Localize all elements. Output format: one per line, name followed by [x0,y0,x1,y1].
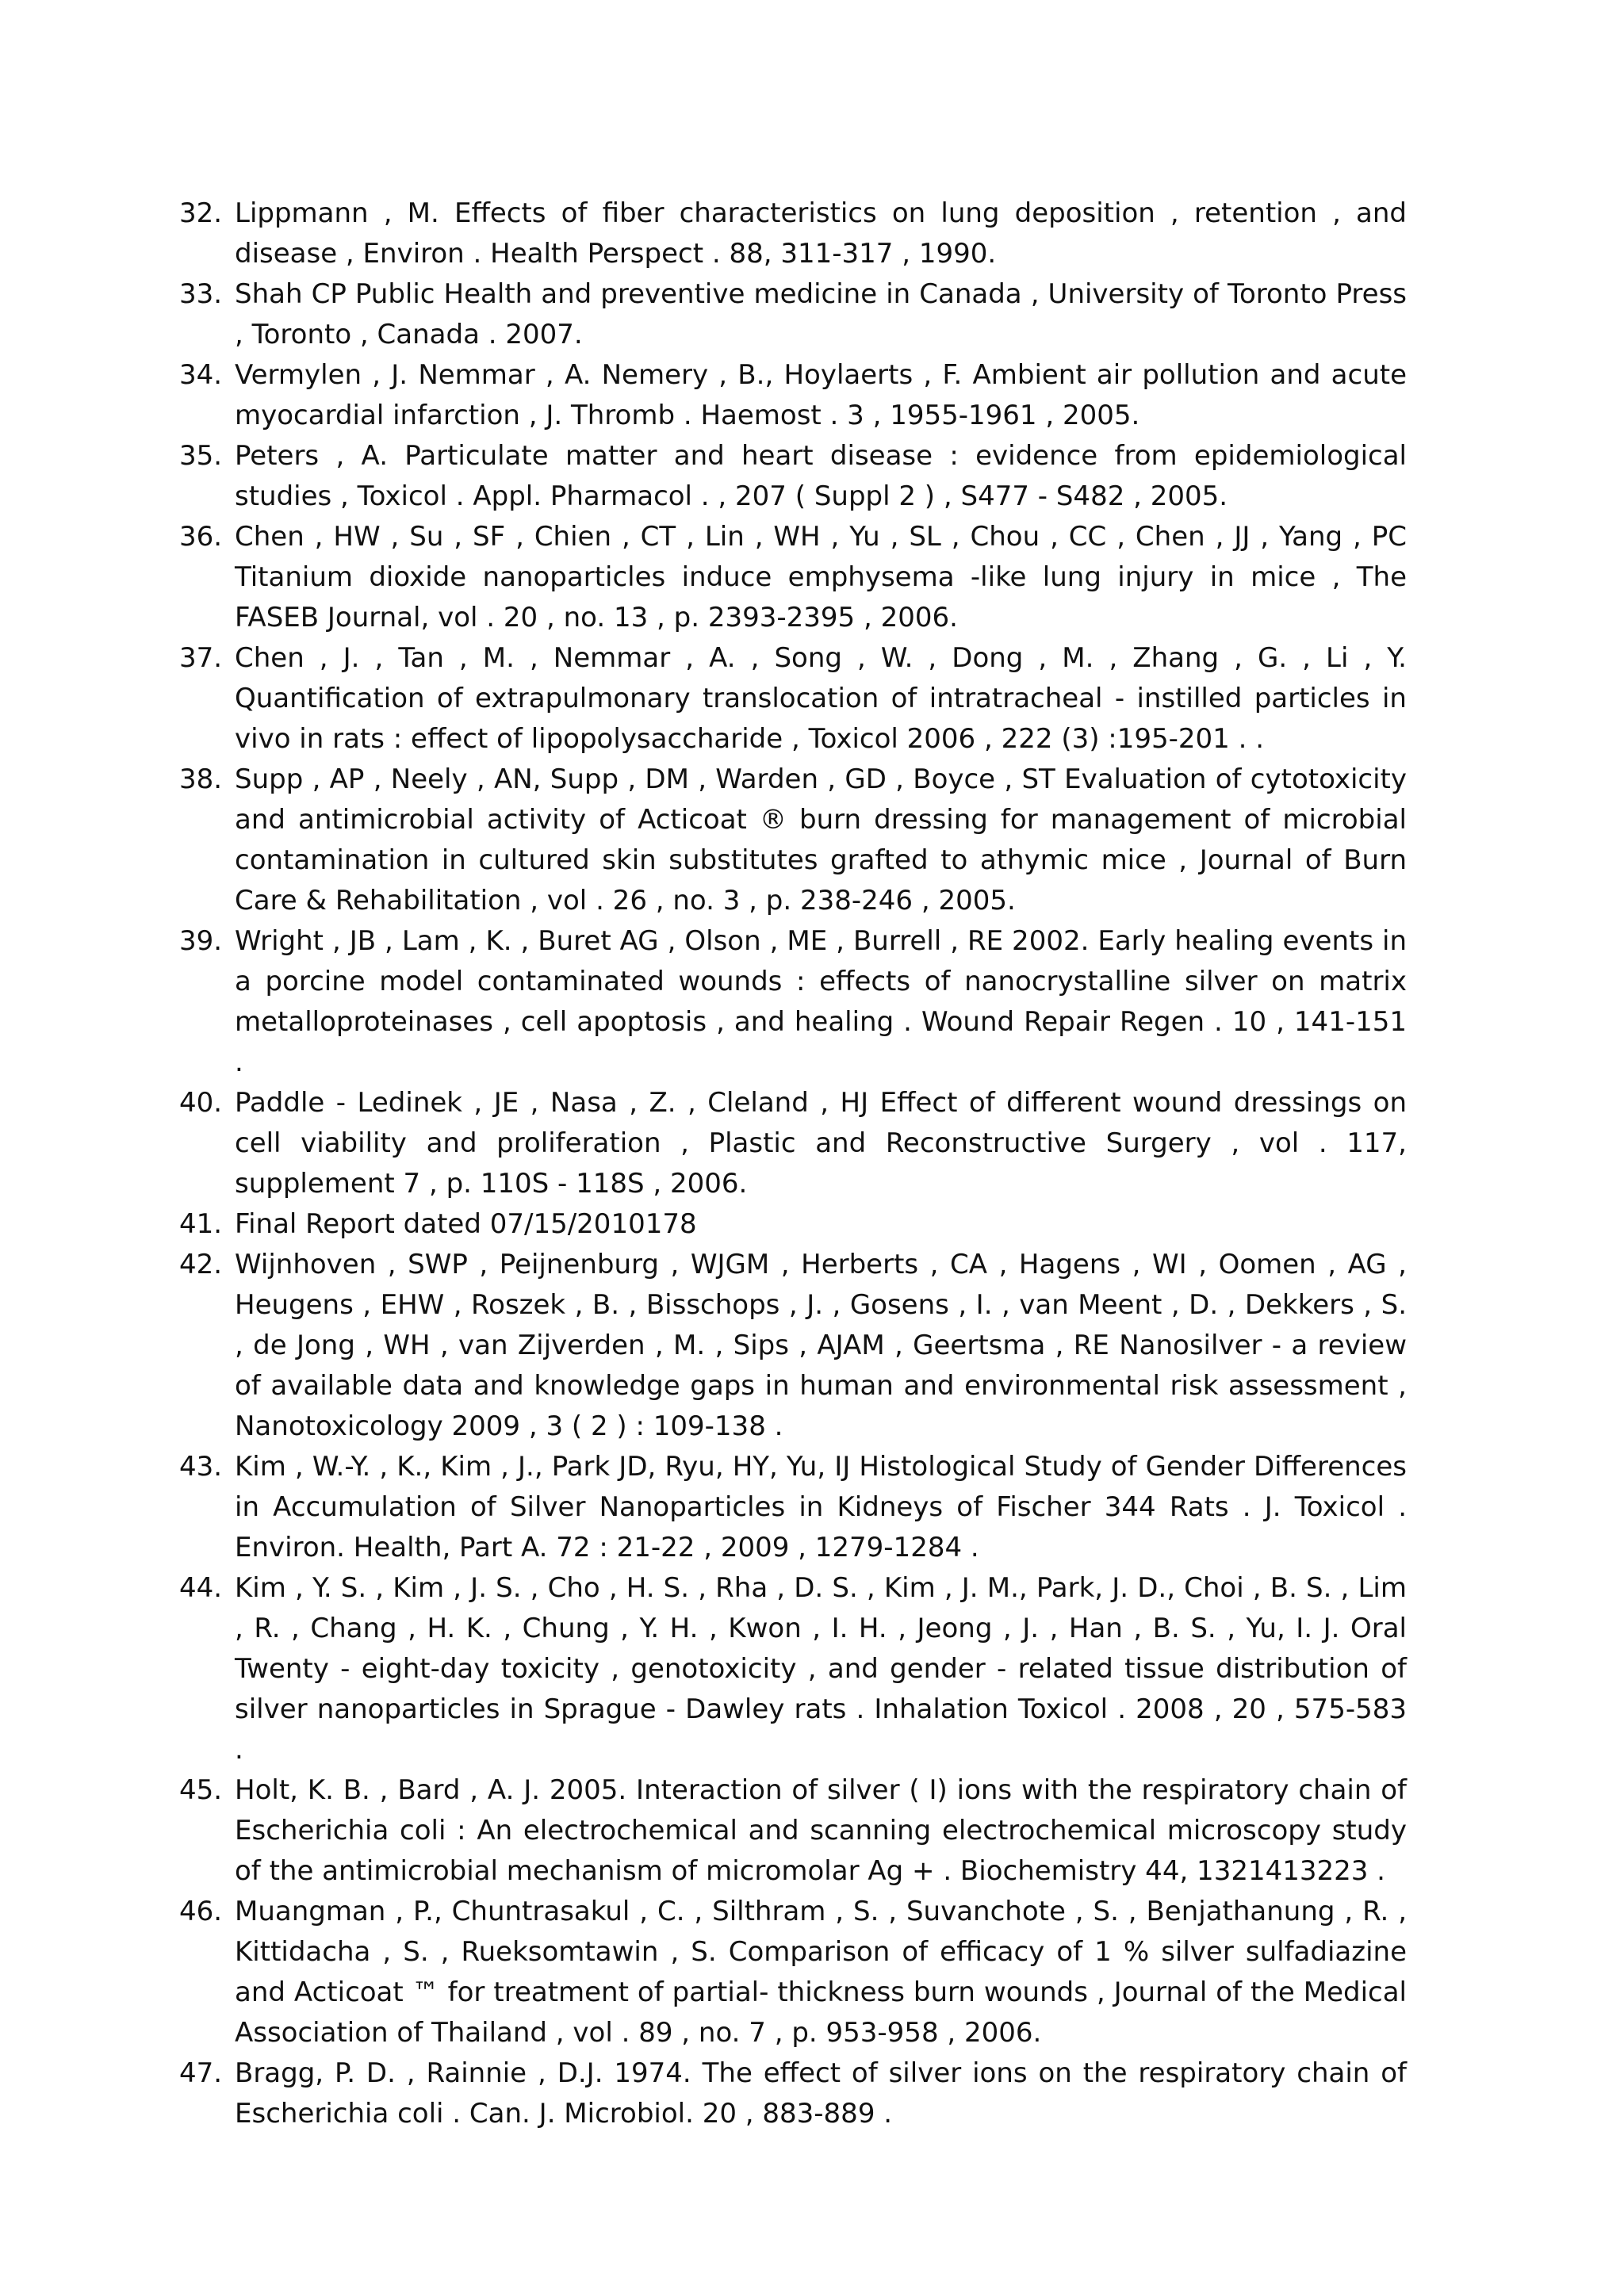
reference-text: Final Report dated 07/15/2010178 [235,1208,697,1240]
reference-item [179,2053,1407,2134]
reference-number: 43. [179,1451,223,1483]
reference-number: 34. [179,359,223,391]
reference-text: Peters , A. Particulate matter and heart disease : evidence from epidemiological studies , Toxicol . Appl. Pharmacol . , 207 ( Suppl 2 ) , S477 - S482 , 2005. [235,440,1407,512]
reference-item [179,638,1407,760]
reference-text: Chen , J. , Tan , M. , Nemmar , A. , Song , W. , Dong , M. , Zhang , G. , Li , Y. Quantification of extrapulmonary translocation of intratracheal - instilled particles in vivo in rats : effect of lipopolysaccharide , Toxicol 2006 , 222 (3) :195-201 . . [235,642,1407,755]
reference-number: 44. [179,1572,223,1604]
reference-text: Paddle - Ledinek , JE , Nasa , Z. , Cleland , HJ Effect of different wound dressings on cell viability and proliferation , Plastic and Reconstructive Surgery , vol . 117, supplement 7 , p. 110S - 118S , 2006. [235,1087,1407,1200]
reference-text: Vermylen , J. Nemmar , A. Nemery , B., Hoylaerts , F. Ambient air pollution and acute myocardial infarction , J. Thromb . Haemost . 3 , 1955-1961 , 2005. [235,359,1407,431]
reference-text: Lippmann , M. Effects of fiber characteristics on lung deposition , retention , and disease , Environ . Health Perspect . 88, 311-317 , 1990. [235,197,1407,270]
reference-number: 47. [179,2057,223,2089]
reference-text: Wijnhoven , SWP , Peijnenburg , WJGM , Herberts , CA , Hagens , WI , Oomen , AG , Heugens , EHW , Roszek , B. , Bisschops , J. , Gosens , I. , van Meent , D. , Dekkers , S. , de Jong , WH , van Zijverden , M. , Sips , AJAM , Geertsma , RE Nanosilver - a review of available data and knowledge gaps in human and environmental risk assessment , Nanotoxicology 2009 , 3 ( 2 ) : 109-138 . [235,1249,1407,1442]
reference-number: 36. [179,521,223,553]
reference-text: Holt, K. B. , Bard , A. J. 2005. Interaction of silver ( I) ions with the respiratory chain of Escherichia coli : An electrochemical and scanning electrochemical microscopy study of the antimicrobial mechanism of micromolar Ag + . Biochemistry 44, 1321413223 . [235,1774,1407,1887]
reference-text: Shah CP Public Health and preventive medicine in Canada , University of Toronto Press , Toronto , Canada . 2007. [235,278,1407,350]
reference-item [179,517,1407,638]
reference-item [179,355,1407,436]
reference-text: Chen , HW , Su , SF , Chien , CT , Lin , WH , Yu , SL , Chou , CC , Chen , JJ , Yang , PC Titanium dioxide nanoparticles induce emphysema -like lung injury in mice , The FASEB Journal, vol . 20 , no. 13 , p. 2393-2395 , 2006. [235,521,1407,633]
reference-item [179,1083,1407,1204]
reference-item [179,921,1407,1083]
reference-item [179,1770,1407,1892]
reference-item [179,193,1407,274]
reference-number: 39. [179,925,223,957]
reference-number: 33. [179,278,223,310]
reference-number: 46. [179,1896,223,1927]
reference-number: 42. [179,1249,223,1280]
reference-number: 38. [179,763,223,795]
reference-text: Bragg, P. D. , Rainnie , D.J. 1974. The effect of silver ions on the respiratory chain of Escherichia coli . Can. J. Microbiol. 20 , 883-889 . [235,2057,1407,2130]
reference-number: 35. [179,440,223,472]
reference-number: 41. [179,1208,223,1240]
reference-text: Wright , JB , Lam , K. , Buret AG , Olson , ME , Burrell , RE 2002. Early healing events in a porcine model contaminated wounds : effects of nanocrystalline silver on matrix metalloproteinases , cell apoptosis , and healing . Wound Repair Regen . 10 , 141-151 . [235,925,1407,1078]
reference-item [179,1568,1407,1770]
reference-number: 45. [179,1774,223,1806]
reference-text: Kim , Y. S. , Kim , J. S. , Cho , H. S. , Rha , D. S. , Kim , J. M., Park, J. D., Choi , B. S. , Lim , R. , Chang , H. K. , Chung , Y. H. , Kwon , I. H. , Jeong , J. , Han , B. S. , Yu, I. J. Oral Twenty - eight-day toxicity , genotoxicity , and gender - related tissue distribution of silver nanoparticles in Sprague - Dawley rats . Inhalation Toxicol . 2008 , 20 , 575-583 . [235,1572,1407,1766]
reference-list [179,193,1407,2134]
reference-item [179,436,1407,517]
reference-text: Supp , AP , Neely , AN, Supp , DM , Warden , GD , Boyce , ST Evaluation of cytotoxicity and antimicrobial activity of Acticoat ® burn dressing for management of microbial contamination in cultured skin substitutes grafted to athymic mice , Journal of Burn Care & Rehabilitation , vol . 26 , no. 3 , p. 238-246 , 2005. [235,763,1407,916]
reference-item [179,274,1407,355]
reference-number: 37. [179,642,223,674]
reference-item [179,1892,1407,2053]
reference-number: 32. [179,197,223,229]
reference-item [179,1447,1407,1568]
reference-text: Kim , W.-Y. , K., Kim , J., Park JD, Ryu, HY, Yu, IJ Histological Study of Gender Differences in Accumulation of Silver Nanoparticles in Kidneys of Fischer 344 Rats . J. Toxicol . Environ. Health, Part A. 72 : 21-22 , 2009 , 1279-1284 . [235,1451,1407,1563]
reference-number: 40. [179,1087,223,1119]
reference-item [179,760,1407,921]
reference-item [179,1245,1407,1447]
reference-item [179,1204,1407,1245]
reference-text: Muangman , P., Chuntrasakul , C. , Silthram , S. , Suvanchote , S. , Benjathanung , R. , Kittidacha , S. , Rueksomtawin , S. Comparison of efficacy of 1 % silver sulfadiazine and Acticoat ™ for treatment of partial- thickness burn wounds , Journal of the Medical Association of Thailand , vol . 89 , no. 7 , p. 953-958 , 2006. [235,1896,1407,2049]
